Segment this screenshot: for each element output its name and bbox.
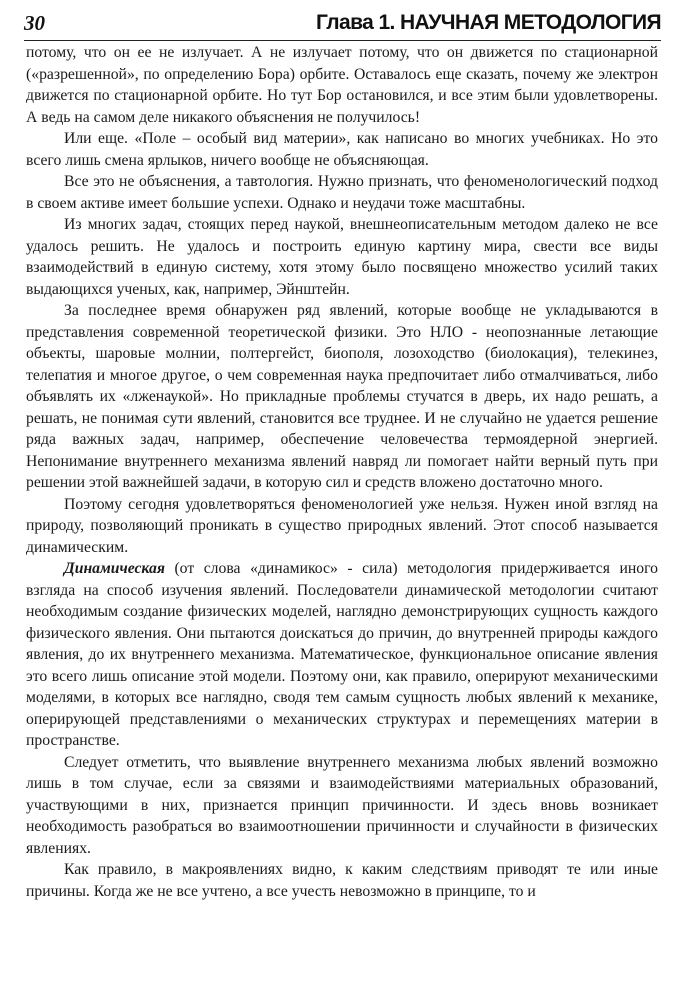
chapter-title: Глава 1. НАУЧНАЯ МЕТОДОЛОГИЯ — [316, 11, 661, 34]
page-number: 30 — [24, 11, 45, 35]
paragraph-macro-phenomena: Как правило, в макроявлениях видно, к каким следствиям приводят те или иные причины. Когда же не все учтено, а все учесть невозможно в принципе, то и — [26, 861, 658, 900]
paragraph-bohr-orbit: потому, что он ее не излучает. А не излучает потому, что он движется по стационарной («разрешенной», по определению Бора) орбите. Оставалось еще сказать, почему же электрон движется по стационарной орбите. Но тут Бор остановился, и все этим были удовлетворены. А ведь на самом деле никакого объяснения не получилось! — [26, 44, 658, 126]
dynamic-paragraph-text: (от слова «динамикос» - сила) методология придерживается иного взгляда на способ изучения явлений. Последователи динамической методологии считают необходимым создание физических моделей, наглядно демонстрирующих сущность каждого физического явления. Они пытаются доискаться до причин, до внутренней природы каждого явления, до их внутреннего механизма. Математическое, функциональное описание явления это всего лишь описание этой модели. Поэтому они, как правило, оперируют механическими моделями, в которых все наглядно, сводя тем самым сущность любых явлений к механике, оперирующей представлениями о механических структурах и перемещениях материи в пространстве. — [26, 560, 658, 749]
paragraph-unsolved-tasks: Из многих задач, стоящих перед наукой, внешнеописательным методом далеко не все удалось решить. Не удалось и построить единую картину мира, свести все виды взаимодействий в единую систему, хотя этому было посвящено множество усилий таких выдающихся ученых, как, например, Эйнштейн. — [26, 216, 658, 298]
paragraph-dynamic-method-intro: Поэтому сегодня удовлетворяться феноменологией уже нельзя. Нужен иной взгляд на природу, позволяющий проникать в существо природных явлений. Этот способ называется динамическим. — [26, 495, 658, 556]
page-header — [24, 6, 661, 41]
paragraph-field-definition: Или еще. «Поле – особый вид материи», как написано во многих учебниках. Но это всего лишь смена ярлыков, ничего вообще не объясняющая. — [26, 130, 658, 169]
paragraph-dynamic-methodology — [26, 558, 658, 752]
paragraph-tautology: Все это не объяснения, а тавтология. Нужно признать, что феноменологический подход в своем активе имеет большие успехи. Однако и неудачи тоже масштабны. — [26, 173, 658, 212]
body-text — [26, 42, 658, 902]
paragraph-unexplained-phenomena: За последнее время обнаружен ряд явлений, которые вообще не укладываются в представления современной теоретической физики. Это НЛО - неопознанные летающие объекты, шаровые молнии, полтергейст, биополя, лозоходство (биолокация), телекинез, телепатия и многое другое, о чем современная наука предпочитает либо отмалчиваться, либо объявлять их «лженаукой». Но прикладные проблемы стучатся в дверь, их надо решать, а решать, не понимая сути явлений, становится все труднее. И не случайно не удается решение ряда важных задач, например, обеспечение человечества термоядерной энергией. Непонимание внутреннего механизма явлений навряд ли помогает найти верный путь при решении этой важнейшей задачи, в которую сил и средств вложено достаточно много. — [26, 302, 658, 491]
dynamic-term: Динамическая — [64, 560, 165, 577]
paragraph-causality: Следует отметить, что выявление внутреннего механизма любых явлений возможно лишь в том случае, если за связями и взаимодействиями материальных образований, участвующими в них, признается принцип причинности. И здесь вновь возникает необходимость разобраться во взаимоотношении причинности и случайности в физических явлениях. — [26, 753, 658, 857]
